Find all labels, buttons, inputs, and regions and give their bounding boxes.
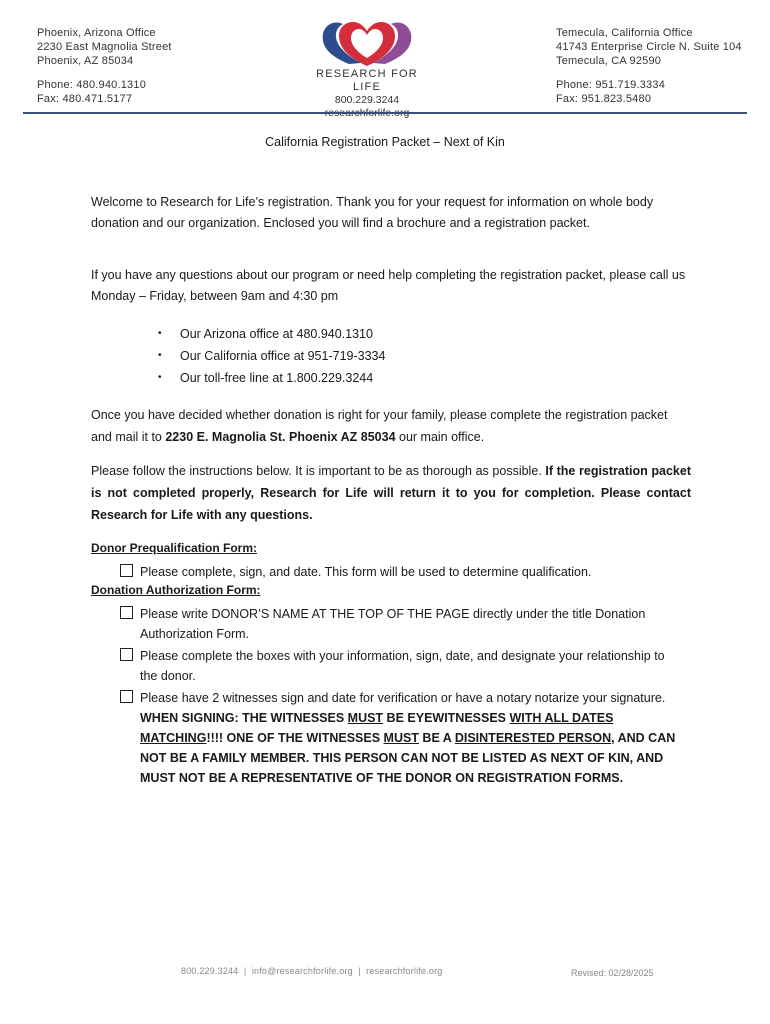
footer-email[interactable]: info@researchforlife.org [251, 966, 353, 976]
authorization-checklist-item-name: Please write DONOR’S NAME AT THE TOP OF THE PAGE directly under the title Donation Authorization Form. [120, 604, 680, 644]
prequal-checklist-item: Please complete, sign, and date. This form will be used to determine qualification. [120, 562, 680, 582]
phoenix-office-name: Phoenix, Arizona Office [37, 27, 156, 39]
phoenix-phone: Phone: 480.940.1310 [37, 79, 147, 91]
research-for-life-logo [300, 18, 434, 120]
office-contact-list [158, 323, 385, 389]
phoenix-city: Phoenix, AZ 85034 [37, 55, 134, 67]
temecula-fax: Fax: 951.823.5480 [556, 93, 652, 105]
document-title: California Registration Packet – Next of Kin [265, 135, 505, 149]
phoenix-fax: Fax: 480.471.5177 [37, 93, 133, 105]
authorization-checklist-item-witnesses: Please have 2 witnesses sign and date for verification or have a notary notarize your signature. WHEN SIGNING: THE WITNESSES MUST BE EYEWITNESSES WITH ALL DATES MATCHING!!!! ONE OF THE WITNESSES MUST BE A DISINTERESTED PERSON, AND CAN NOT BE A FAMILY MEMBER. THIS PERSON CAN NOT BE LISTED AS NEXT OF KIN, AND MUST NOT BE A REPRESENTATIVE OF THE DONOR ON REGISTRATION FORMS. [120, 688, 680, 788]
mailing-paragraph: Once you have decided whether donation is right for your family, please complete the registration packet and mail it to 2230 E. Magnolia St. Phoenix AZ 85034 our main office. [91, 408, 668, 444]
phoenix-street: 2230 East Magnolia Street [37, 41, 172, 53]
temecula-office-contact [556, 78, 665, 106]
temecula-office-name: Temecula, California Office [556, 27, 693, 39]
header-divider [23, 112, 747, 114]
list-item: • Our toll-free line at 1.800.229.3244 [158, 367, 385, 389]
checkbox[interactable] [120, 690, 133, 703]
questions-paragraph: If you have any questions about our program or need help completing the registration packet, please call us Monday – Friday, between 9am and 4:30 pm [91, 268, 686, 303]
prequalification-heading: Donor Prequalification Form: [91, 541, 258, 555]
footer-phone: 800.229.3244 [181, 966, 239, 976]
revised-date: Revised: 02/28/2025 [571, 968, 654, 978]
checkbox[interactable] [120, 606, 133, 619]
authorization-checklist-item-boxes: Please complete the boxes with your information, sign, date, and designate your relationship to the donor. [120, 646, 680, 686]
logo-wordmark: RESEARCH FOR LIFE [316, 68, 418, 93]
list-item: • Our Arizona office at 480.940.1310 [158, 323, 385, 345]
authorization-heading: Donation Authorization Form: [91, 583, 261, 597]
phoenix-office-contact [37, 78, 146, 106]
instructions-warning: If the registration packet is not completed properly, Research for Life will return it to you for completion. Please contact Research for Life with any questions. [91, 464, 691, 522]
bullet-icon: • [158, 350, 162, 361]
footer-website[interactable]: researchforlife.org [366, 966, 443, 976]
heart-logo-icon [319, 18, 415, 68]
bullet-icon: • [158, 328, 162, 339]
logo-phone: 800.229.3244 [334, 94, 400, 106]
footer-contact: 800.229.3244 | info@researchforlife.org | researchforlife.org [181, 966, 443, 976]
bullet-icon: • [158, 372, 162, 383]
list-item: • Our California office at 951-719-3334 [158, 345, 385, 367]
temecula-street: 41743 Enterprise Circle N. Suite 104 [556, 41, 742, 53]
temecula-city: Temecula, CA 92590 [556, 55, 662, 67]
checkbox[interactable] [120, 564, 133, 577]
instructions-paragraph: Please follow the instructions below. It is important to be as thorough as possible. If the registration packet is not completed properly, Research for Life will return it to you for completion. Please contact Research for Life with any questions. [91, 464, 691, 522]
phoenix-office-address [37, 26, 172, 68]
mailing-address: 2230 E. Magnolia St. Phoenix AZ 85034 [165, 430, 396, 444]
temecula-phone: Phone: 951.719.3334 [556, 79, 666, 91]
checkbox[interactable] [120, 648, 133, 661]
welcome-paragraph: Welcome to Research for Life’s registration. Thank you for your request for information on whole body donation and our organization. Enclosed you will find a brochure and a registration packet. [91, 195, 654, 230]
temecula-office-address [556, 26, 742, 68]
